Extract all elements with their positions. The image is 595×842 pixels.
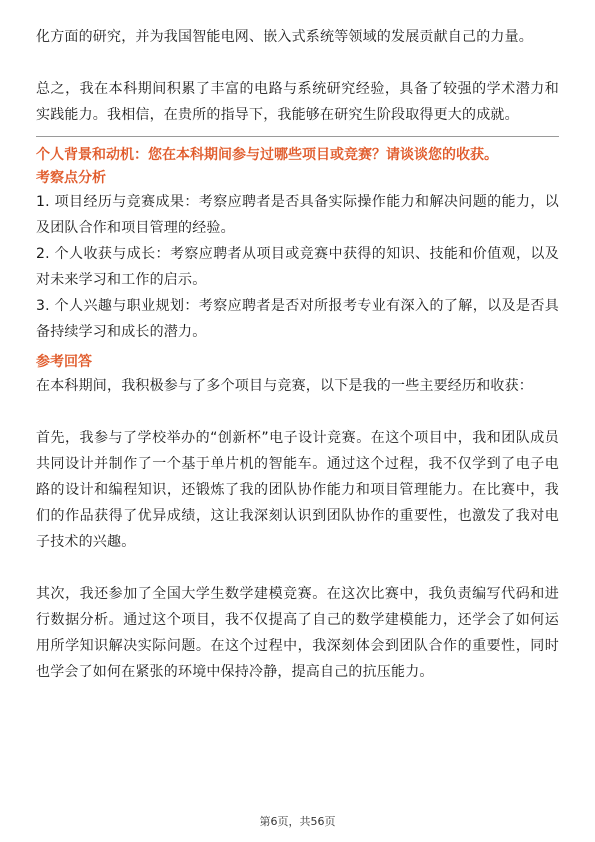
answer-paragraph: 在本科期间，我积极参与了多个项目与竞赛，以下是我的一些主要经历和收获： [36,378,533,394]
answer-paragraph: 其次，我还参加了全国大学生数学建模竞赛。在这次比赛中，我负责编写代码和进行数据分析。通过这个项目，我不仅提高了自己的数学建模能力，还学会了如何运用所学知识解决实际问题。在这个过程中，我深刻体会到团队合作的重要性，同时也学会了如何在紧张的环境中保持冷静，提高自己的抗压能力。 [36,586,559,680]
analysis-item: 3. 个人兴趣与职业规划：考察应聘者是否对所报考专业有深入的了解，以及是否具备持续学习和成长的潜力。 [36,298,559,340]
question-heading: 个人背景和动机：您在本科期间参与过哪些项目或竞赛？请谈谈您的收获。 [36,147,498,163]
intro-paragraph: 总之，我在本科期间积累了丰富的电路与系统研究经验，具备了较强的学术潜力和实践能力。我相信，在贵所的指导下，我能够在研究生阶段取得更大的成就。 [36,81,559,123]
section-divider [36,136,559,137]
answer-paragraph: 首先，我参与了学校举办的“创新杯”电子设计竞赛。在这个项目中，我和团队成员共同设计并制作了一个基于单片机的智能车。通过这个过程，我不仅学到了电子电路的设计和编程知识，还锻炼了我的团队协作能力和项目管理能力。在比赛中，我们的作品获得了优异成绩，这让我深刻认识到团队协作的重要性，也激发了我对电子技术的兴趣。 [36,430,559,550]
intro-paragraph: 化方面的研究，并为我国智能电网、嵌入式系统等领域的发展贡献自己的力量。 [36,29,533,45]
answer-label: 参考回答 [36,354,92,370]
page-number: 第6页，共56页 [259,815,336,828]
analysis-item: 1. 项目经历与竞赛成果：考察应聘者是否具备实际操作能力和解决问题的能力，以及团队合作和项目管理的经验。 [36,194,559,236]
paragraph-gap [36,50,559,76]
document-page [36,24,559,685]
paragraph-gap [36,555,559,581]
analysis-item: 2. 个人收获与成长：考察应聘者从项目或竞赛中获得的知识、技能和价值观，以及对未来学习和工作的启示。 [36,246,559,288]
paragraph-gap [36,399,559,425]
analysis-label: 考察点分析 [36,170,106,186]
